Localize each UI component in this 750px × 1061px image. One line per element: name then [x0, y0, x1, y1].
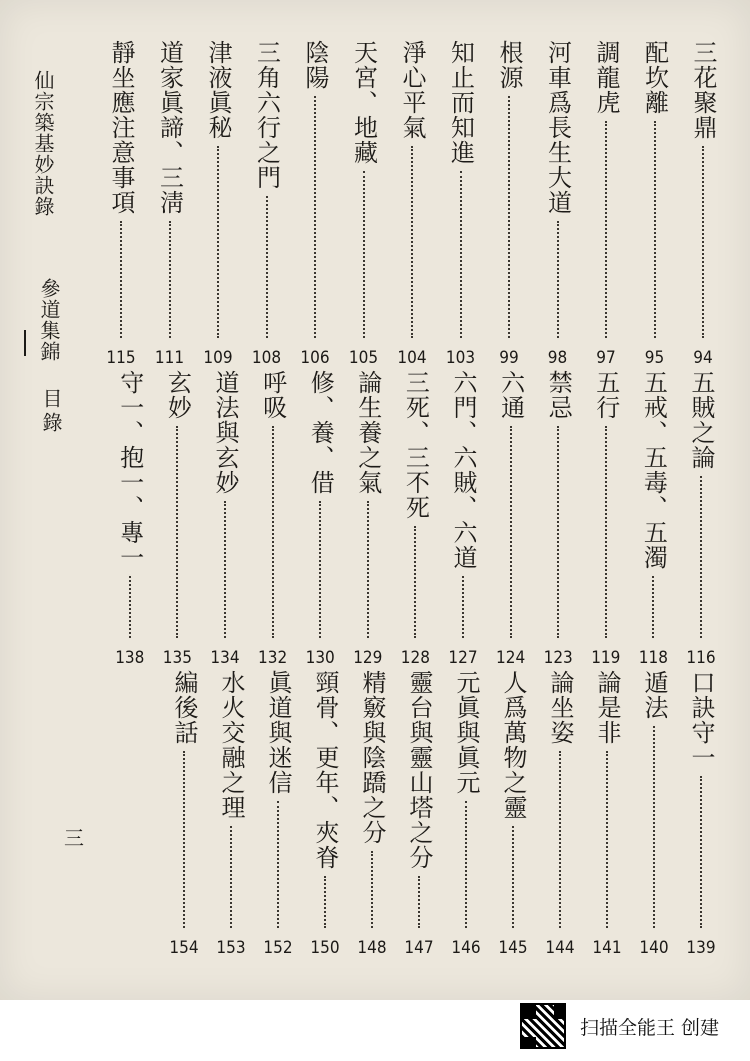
dot-leader [460, 171, 462, 338]
toc-entry-title: 三角六行之門 [252, 40, 281, 190]
toc-entry-page: 146 [451, 938, 481, 958]
dot-leader [652, 576, 654, 638]
toc-entry [208, 370, 242, 670]
toc-entry-page: 106 [300, 348, 330, 368]
scanner-footer [520, 1001, 719, 1051]
toc-entry-page: 139 [686, 938, 716, 958]
dot-leader [559, 751, 561, 928]
toc-entry [160, 370, 194, 670]
toc-entry [402, 670, 436, 960]
toc-entry-page: 145 [498, 938, 528, 958]
toc-entry [589, 40, 623, 370]
toc-entry-page: 127 [448, 648, 478, 668]
toc-entry [637, 670, 671, 960]
toc-entry-page: 105 [348, 348, 379, 368]
qr-code-icon [520, 1003, 566, 1049]
toc-entry [261, 670, 295, 960]
toc-entry-page: 138 [115, 648, 145, 668]
toc-entry [543, 670, 577, 960]
toc-entry [250, 40, 284, 370]
dot-leader [606, 751, 608, 928]
dot-leader [508, 96, 510, 338]
toc-entry-title: 五行 [591, 370, 620, 420]
toc-entry [201, 40, 235, 370]
dot-leader [314, 96, 316, 338]
toc-entry-title: 配坎離 [640, 40, 669, 115]
toc-entry-title: 河車爲長生大道 [543, 40, 572, 215]
toc-entry [496, 670, 530, 960]
dot-leader [319, 501, 321, 638]
toc-band-1 [0, 40, 750, 370]
toc-entry-title: 精竅與陰蹻之分 [358, 670, 386, 845]
toc-entry [444, 40, 478, 370]
toc-entry-title: 三死、三不死 [401, 370, 430, 520]
toc-entry-title: 口訣守一 [687, 670, 715, 770]
toc-entry-title: 六門、六賊、六道 [449, 370, 477, 570]
dot-leader [183, 751, 185, 928]
toc-entry-page: 132 [258, 648, 288, 668]
toc-entry-page: 97 [596, 348, 616, 368]
dot-leader [272, 426, 274, 638]
toc-entry [589, 370, 623, 670]
toc-entry [214, 670, 248, 960]
dot-leader [414, 526, 416, 638]
toc-entry [492, 40, 526, 370]
page-folio: 三 [64, 826, 84, 850]
toc-entry [113, 370, 147, 670]
toc-entry-title: 人爲萬物之靈 [499, 670, 527, 820]
dot-leader [324, 876, 326, 928]
toc-entry-page: 109 [203, 348, 233, 368]
book-title: 仙宗築基妙訣錄 [31, 70, 55, 217]
dot-leader [120, 221, 122, 338]
toc-entry-title: 修、養、借 [306, 370, 335, 495]
dot-leader [557, 221, 559, 338]
toc-entry [494, 370, 528, 670]
toc-entry-title: 調龍虎 [592, 40, 620, 115]
toc-entry-page: 99 [499, 348, 519, 368]
toc-entry [449, 670, 483, 960]
toc-entry-title: 元眞與眞元 [452, 670, 480, 795]
toc-entry-title: 陰陽 [301, 40, 329, 90]
toc-entry-page: 98 [547, 348, 568, 368]
toc-entry-page: 103 [445, 348, 476, 368]
toc-entry-page: 95 [644, 348, 665, 368]
toc-entry-page: 129 [353, 648, 383, 668]
toc-entry-title: 淨心平氣 [398, 40, 426, 140]
dot-leader [371, 851, 373, 928]
toc-entry-title: 天宮、地藏 [349, 40, 378, 165]
dot-leader [654, 121, 656, 338]
book-subtitle: 參道集錦 [37, 278, 61, 362]
toc-entry-title: 禁忌 [544, 370, 573, 420]
toc-entry-page: 148 [357, 938, 387, 958]
section-title: 目錄 [39, 388, 63, 436]
toc-entry [541, 40, 575, 370]
toc-entry-title: 頸骨、更年、夾脊 [311, 670, 339, 870]
dot-leader [605, 426, 607, 638]
toc-entry-title: 靜坐應注意事項 [107, 40, 135, 215]
toc-entry-page: 153 [216, 938, 246, 958]
dot-leader [557, 426, 559, 638]
toc-entry [347, 40, 381, 370]
dot-leader [605, 121, 607, 338]
toc-entry-page: 123 [543, 648, 573, 668]
toc-entry-page: 128 [400, 648, 430, 668]
toc-entry-title: 編後話 [170, 670, 198, 745]
toc-entry-page: 124 [496, 648, 526, 668]
footer-text: 扫描全能王 创建 [580, 1016, 720, 1039]
toc-entry-title: 遁法 [640, 670, 668, 720]
toc-entry-title: 眞道與迷信 [264, 670, 292, 795]
toc-entry-title: 道家眞諦、三淸 [155, 40, 184, 215]
toc-entry [351, 370, 385, 670]
toc-band-3 [0, 670, 750, 960]
toc-entry-title: 水火交融之理 [217, 670, 245, 820]
toc-entry-title: 靈台與靈山塔之分 [405, 670, 433, 870]
dot-leader [266, 196, 268, 338]
toc-entry [636, 370, 670, 670]
toc-entry-title: 道法與玄妙 [211, 370, 239, 495]
dot-leader [367, 501, 369, 638]
dot-leader [512, 826, 514, 928]
toc-entry [446, 370, 480, 670]
toc-entry-page: 111 [154, 348, 185, 368]
toc-entry-page: 135 [162, 648, 192, 668]
toc-entry [395, 40, 429, 370]
toc-entry [684, 370, 718, 670]
toc-entry-title: 根源 [495, 40, 523, 90]
toc-entry [303, 370, 337, 670]
dot-leader [700, 476, 702, 638]
toc-entry [308, 670, 342, 960]
toc-entry-page: 119 [591, 648, 621, 668]
toc-entry-title: 六通 [496, 370, 525, 420]
dot-leader [129, 576, 131, 638]
dot-leader [702, 146, 704, 338]
dot-leader [217, 146, 219, 338]
toc-entry-page: 154 [169, 938, 199, 958]
toc-entry-title: 呼吸 [258, 370, 287, 420]
toc-entry-page: 150 [310, 938, 340, 958]
toc-entry-page: 115 [106, 348, 136, 368]
toc-entry-page: 104 [397, 348, 427, 368]
toc-entry-page: 152 [263, 938, 293, 958]
toc-band-2 [0, 370, 750, 670]
toc-entry-page: 108 [251, 348, 282, 368]
toc-entry-title: 玄妙 [163, 370, 192, 420]
toc-entry-title: 守一、抱一、專一 [115, 370, 144, 570]
toc-entry [167, 670, 201, 960]
toc-entry [153, 40, 187, 370]
toc-entry-title: 論生養之氣 [353, 370, 382, 495]
dot-leader [411, 146, 413, 338]
toc-entry-page: 147 [404, 938, 434, 958]
dot-leader [700, 776, 702, 928]
toc-entry-title: 五賊之論 [687, 370, 715, 470]
toc-entry [355, 670, 389, 960]
toc-entry-page: 94 [693, 348, 713, 368]
toc-entry-page: 118 [638, 648, 668, 668]
toc-entry [256, 370, 290, 670]
toc-entry-title: 津液眞秘 [204, 40, 232, 140]
toc-entry [298, 40, 332, 370]
toc-entry-title: 三花聚鼎 [689, 40, 717, 140]
toc-entry [684, 670, 718, 960]
toc-entry-page: 140 [639, 938, 669, 958]
toc-entry-title: 五戒、五毒、五濁 [639, 370, 668, 570]
toc-entry [686, 40, 720, 370]
toc-entry-page: 144 [545, 938, 575, 958]
dot-leader [277, 801, 279, 928]
dot-leader [224, 501, 226, 638]
toc-entry-title: 論坐姿 [546, 670, 574, 745]
toc-entry-page: 116 [686, 648, 716, 668]
toc-entry-title: 論是非 [593, 670, 621, 745]
dot-leader [230, 826, 232, 928]
toc-entry [104, 40, 138, 370]
toc-entry-title: 知止而知進 [446, 40, 475, 165]
dot-leader [462, 576, 464, 638]
toc-entry-page: 141 [592, 938, 622, 958]
toc-entry [541, 370, 575, 670]
toc-entry [638, 40, 672, 370]
toc-entry-page: 134 [210, 648, 240, 668]
dot-leader [418, 876, 420, 928]
toc-entry [398, 370, 432, 670]
dot-leader [176, 426, 178, 638]
dot-leader [510, 426, 512, 638]
divider-mark [24, 330, 26, 356]
dot-leader [465, 801, 467, 928]
dot-leader [653, 726, 655, 928]
dot-leader [169, 221, 171, 338]
toc-entry-page: 130 [305, 648, 335, 668]
toc-entry [590, 670, 624, 960]
dot-leader [363, 171, 365, 338]
